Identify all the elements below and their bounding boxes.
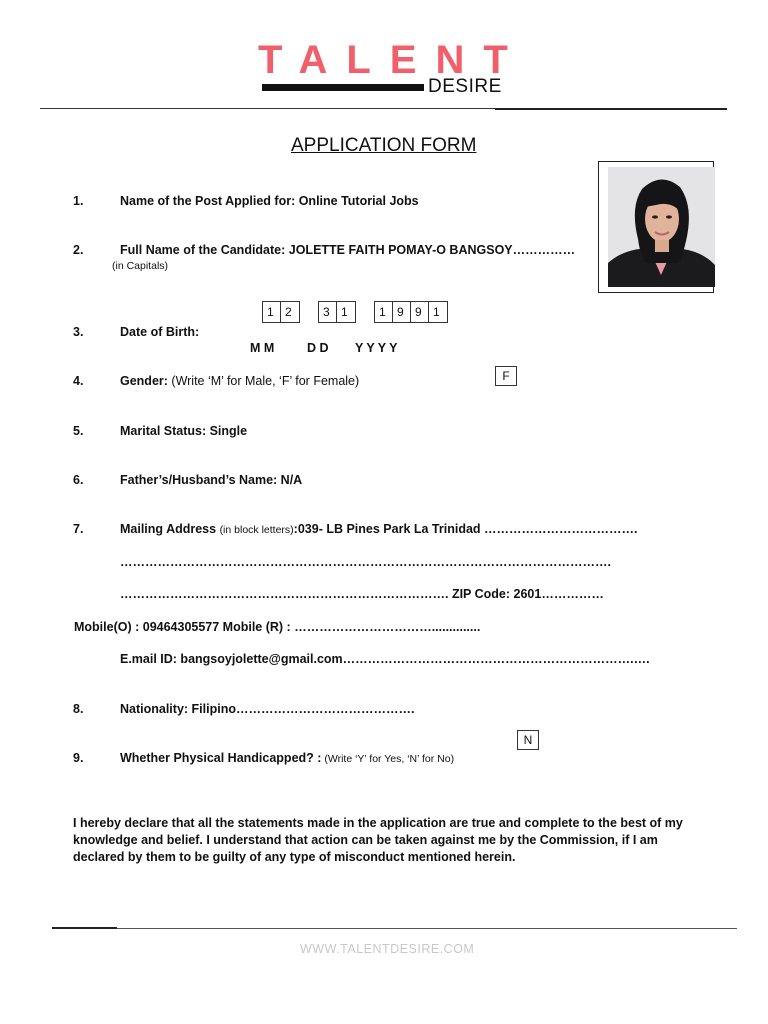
logo-underline — [262, 84, 424, 91]
father-name-field: Father’s/Husband’s Name: N/A — [120, 473, 303, 487]
gender-hint: (Write ‘M’ for Male, ‘F’ for Female) — [167, 374, 360, 388]
item-number: 1. — [73, 194, 84, 208]
footer-divider — [117, 928, 737, 929]
item-number: 8. — [73, 702, 84, 716]
handicapped-box: N — [517, 730, 539, 750]
handicapped-hint: (Write ‘Y’ for Yes, ‘N’ for No) — [321, 753, 455, 765]
address-line-2: ………………………………………………………………………………………………………. — [120, 555, 611, 569]
address-line-3: ……………………………………………………………………. ZIP Code: 2601…………… — [120, 587, 604, 601]
dob-dd-label: D D — [307, 341, 329, 355]
dob-day-digit: 1 — [341, 305, 348, 319]
mobile-field: Mobile(O) : 09464305577 Mobile (R) : …………………………….............. — [74, 620, 481, 634]
logo-talent: TALENT — [258, 38, 527, 82]
email-field: E.mail ID: bangsoyjolette@gmail.com…………………………………………………………….…. — [120, 652, 650, 666]
candidate-name-field: Full Name of the Candidate: JOLETTE FAITH POMAY-O BANGSOY…………… — [120, 243, 576, 257]
dob-month-digit: 1 — [263, 302, 281, 322]
address-hint: (in block letters) — [219, 524, 294, 536]
mailing-address-field — [120, 522, 637, 536]
handicapped-label: Whether Physical Handicapped? : — [120, 751, 322, 765]
marital-status-field: Marital Status: Single — [120, 424, 248, 438]
header-divider-right — [495, 108, 727, 110]
nationality-field: Nationality: Filipino……………………………………. — [120, 702, 415, 716]
candidate-photo — [608, 167, 715, 287]
dob-month-digit: 2 — [285, 305, 292, 319]
item-number: 4. — [73, 374, 84, 388]
item-number: 2. — [73, 243, 84, 257]
address-value: :039- LB Pines Park La Trinidad ………………………………. — [293, 522, 638, 536]
form-title: APPLICATION FORM — [291, 135, 477, 156]
dob-year-digit: 1 — [433, 305, 440, 319]
header-divider — [40, 108, 495, 109]
name-note: (in Capitals) — [112, 260, 169, 272]
dob-year-digit: 9 — [393, 302, 411, 322]
gender-field — [120, 374, 359, 388]
logo-desire: DESIRE — [428, 76, 502, 97]
item-number: 9. — [73, 751, 84, 765]
dob-year-digit: 9 — [411, 302, 429, 322]
item-number: 7. — [73, 522, 84, 536]
dob-mm-label: M M — [250, 341, 275, 355]
dob-label: Date of Birth: — [120, 325, 200, 339]
dob-month-box — [262, 301, 300, 323]
dob-year-box — [374, 301, 448, 323]
footer-website: WWW.TALENTDESIRE.COM — [300, 942, 475, 956]
item-number: 3. — [73, 325, 84, 339]
dob-yyyy-label: Y Y Y Y — [355, 341, 398, 355]
handicapped-field — [120, 751, 454, 765]
item-number: 5. — [73, 424, 84, 438]
candidate-photo-frame — [598, 161, 714, 293]
post-applied-field: Name of the Post Applied for: Online Tutorial Jobs — [120, 194, 419, 208]
declaration-text: I hereby declare that all the statements made in the application are true and complete to the best of my knowledge and belief. I understand that action can be taken against me by the Commission, if I am declared by them to be guilty of any type of misconduct mentioned herein. — [73, 816, 683, 864]
dob-year-digit: 1 — [375, 302, 393, 322]
item-number: 6. — [73, 473, 84, 487]
gender-label: Gender: — [120, 374, 168, 388]
dob-day-digit: 3 — [319, 302, 337, 322]
footer-divider-left — [52, 927, 117, 929]
dob-day-box — [318, 301, 356, 323]
gender-box: F — [495, 366, 517, 386]
address-label: Mailing Address — [120, 522, 220, 536]
